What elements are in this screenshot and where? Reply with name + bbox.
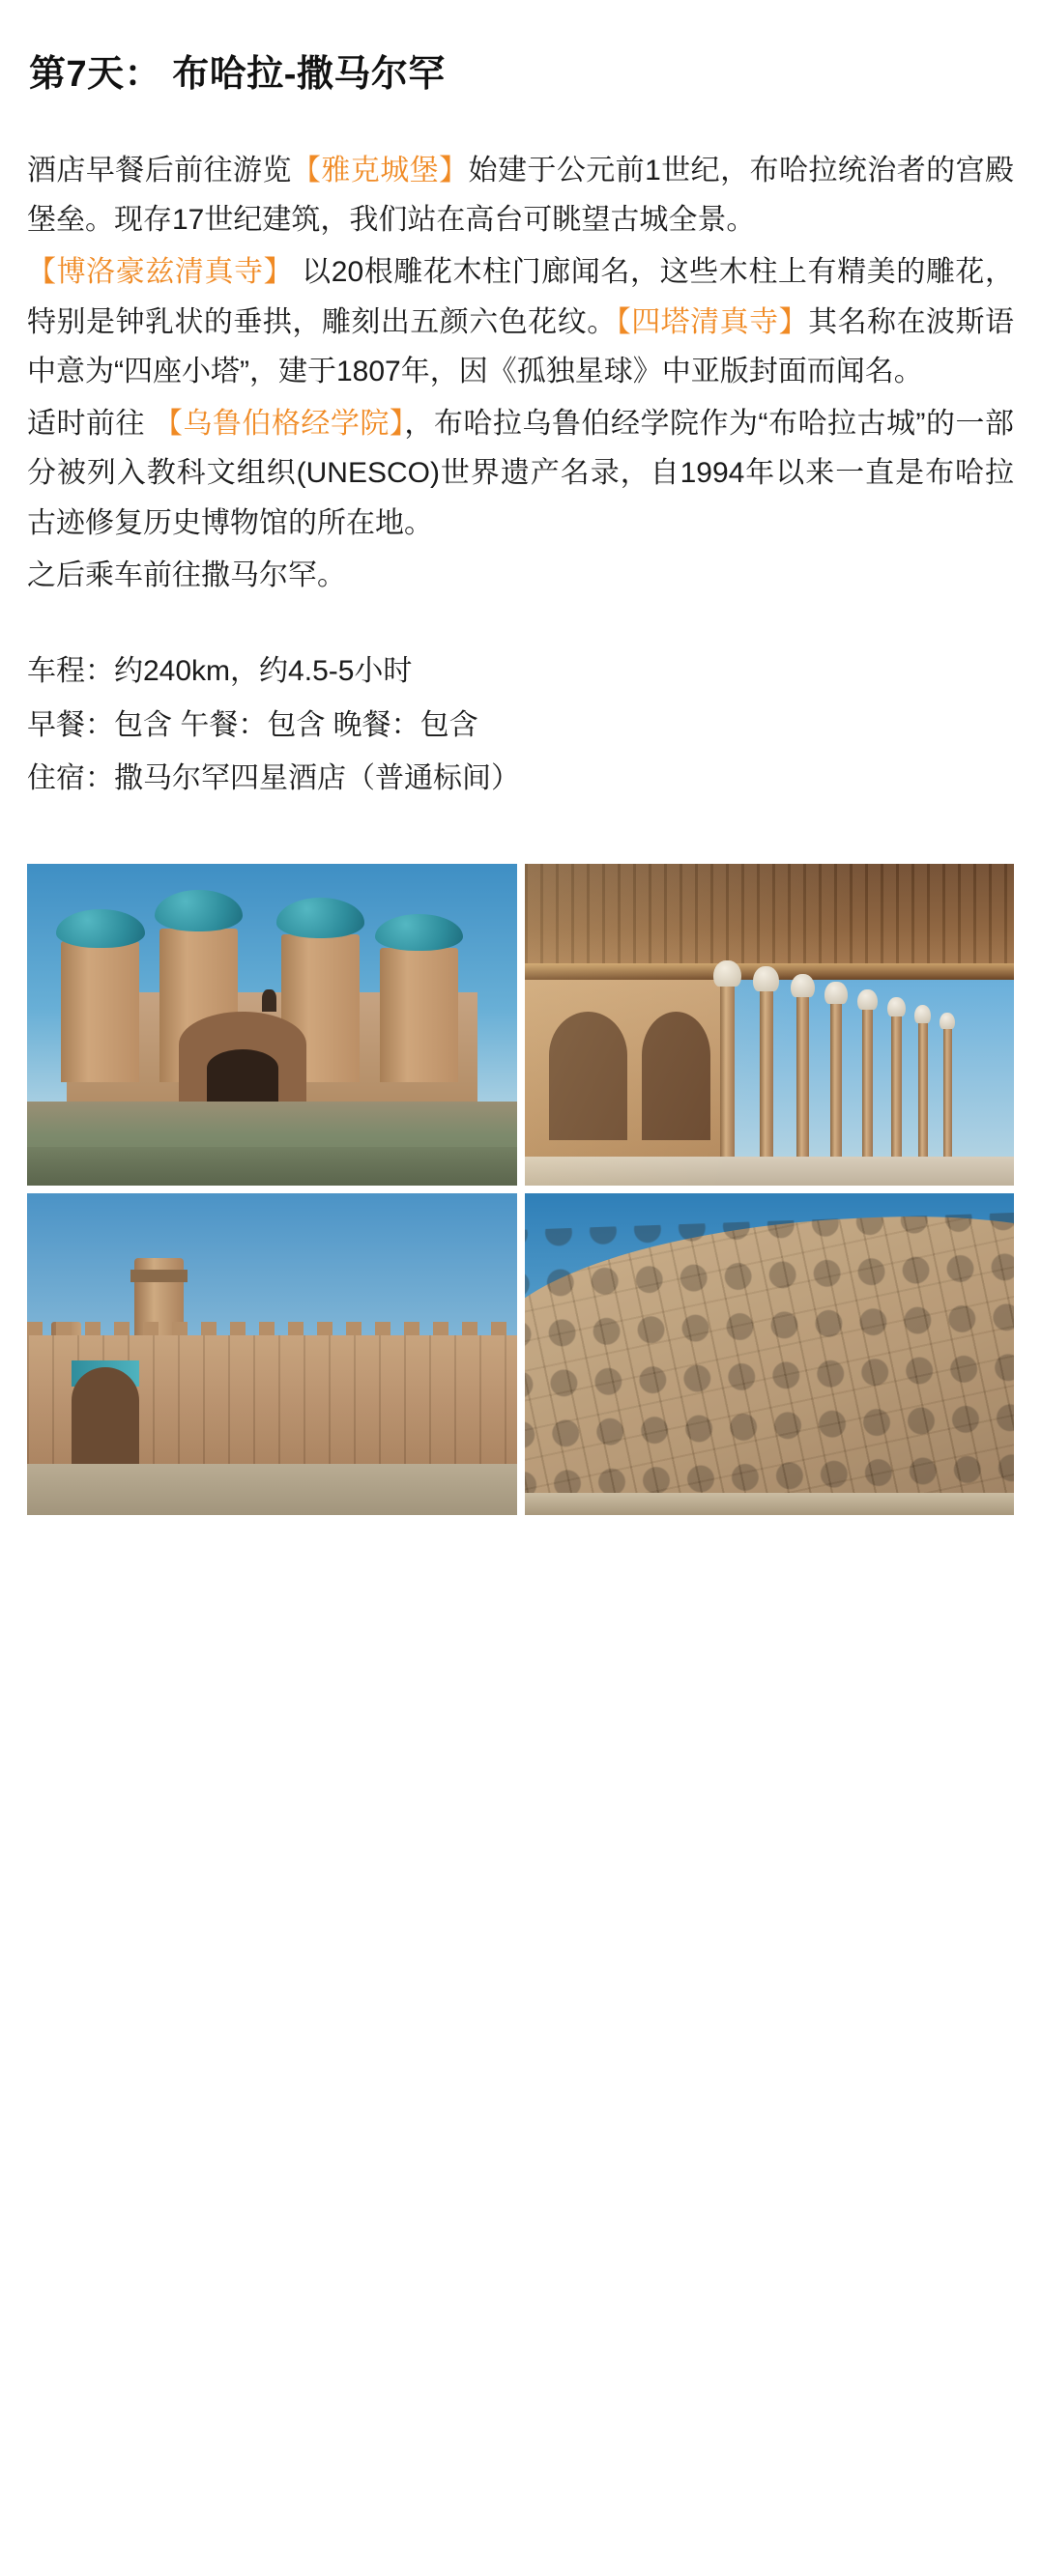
page-title: 第7天： 布哈拉-撒马尔罕 [29, 54, 446, 96]
wall-crenellations [27, 1322, 517, 1334]
entrance-portal [72, 1367, 140, 1464]
text-segment: 始建于公元前1世纪，布哈拉统治者的宫殿堡垒。现存17世纪建筑，我们站在高台可眺望古城全景。 [27, 154, 1015, 237]
ground-area [27, 1464, 517, 1515]
paragraph-ulugbek-madrasah [27, 399, 1014, 549]
text-segment: 之后乘车前往撒马尔罕。 [27, 558, 346, 591]
paragraph-bolo-hauz-and-chor-minor [27, 247, 1014, 397]
sunlight-overlay [525, 864, 1015, 1186]
attraction-link-chor-minor[interactable]: 【四塔清真寺】 [616, 305, 809, 338]
minaret-tower [380, 948, 458, 1083]
attraction-link-ark-fortress[interactable]: 【雅克城堡】 [291, 154, 469, 186]
ground-area [525, 1493, 1015, 1515]
photo-ark-fortress [525, 1193, 1015, 1515]
text-segment: 其名称在波斯语中意为“四座小塔”，建于1807年，因《孤独星球》中亚版封面而闻名。 [27, 305, 1015, 388]
trip-info-block [0, 646, 1041, 804]
photo-bolo-hauz-columns [525, 864, 1015, 1186]
fortress-rampart [525, 1208, 1015, 1515]
paragraph-transfer-to-samarkand [27, 551, 1014, 601]
foreground-shadow [27, 1147, 517, 1186]
attraction-link-bolo-hauz[interactable]: 【博洛豪兹清真寺】 [27, 256, 294, 289]
paragraph-ark-fortress [27, 146, 1014, 245]
minaret-band [130, 1270, 188, 1282]
section-divider [0, 602, 1041, 646]
text-segment: ，布哈拉乌鲁伯经学院作为“布哈拉古城”的一部分被列入教科文组织(UNESCO)世界遗产名录，自1994年以来一直是布哈拉古迹修复历史博物馆的所在地。 [27, 407, 1014, 539]
info-drive-distance: 车程：约240km，约4.5-5小时 [27, 655, 413, 688]
itinerary-description [0, 146, 1041, 600]
text-segment: 以20根雕花木柱门廊闻名，这些木柱上有精美的雕花，特别是钟乳状的垂拱，雕刻出五颜六色花纹。 [27, 256, 1014, 338]
central-finial [262, 989, 276, 1012]
itinerary-page [0, 24, 1041, 1534]
attraction-link-ulugbek-madrasah[interactable]: 【乌鲁伯格经学院】 [153, 407, 405, 440]
photo-city-wall-minaret [27, 1193, 517, 1515]
photo-gallery [0, 864, 1041, 1534]
text-segment: 酒店早餐后前往游览 [27, 154, 292, 186]
wall-holes-texture [525, 1208, 1015, 1515]
photo-chor-minor [27, 864, 517, 1186]
minaret-tower [61, 941, 139, 1083]
text-segment: 适时前往 [27, 407, 154, 440]
info-accommodation: 住宿：撒马尔罕四星酒店（普通标间） [27, 762, 520, 795]
info-meals: 早餐：包含 午餐：包含 晚餐：包含 [27, 708, 478, 741]
